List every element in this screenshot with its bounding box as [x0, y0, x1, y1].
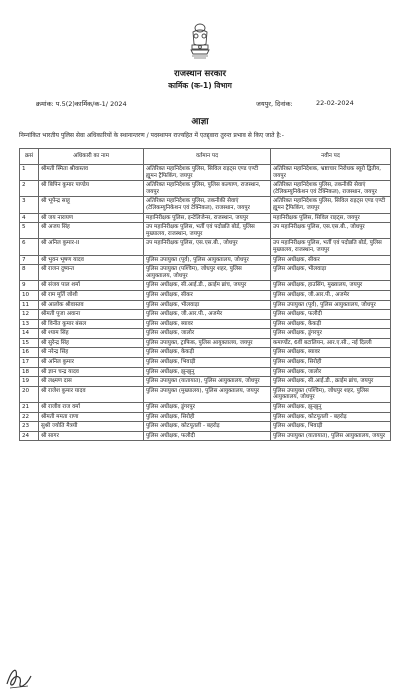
handwritten-signature-icon: [4, 662, 36, 692]
new-post: पुलिस अधीक्षक, भीलवाड़ा: [271, 265, 391, 281]
table-row: [20, 403, 391, 413]
new-post: पुलिस अधीक्षक, जी.आर.पी., अजमेर: [271, 290, 391, 300]
table-row: [20, 412, 391, 422]
table-row: [20, 165, 391, 181]
current-post: पुलिस अधीक्षक, कोटपूतली - बहरोड़: [144, 422, 271, 432]
row-serial: 11: [20, 300, 39, 310]
table-row: [20, 329, 391, 339]
row-serial: 15: [20, 338, 39, 348]
table-row: [20, 422, 391, 432]
header-new-post: नवीन पद: [271, 149, 391, 165]
table-row: [20, 319, 391, 329]
officer-name: श्री भूपेन्द्र साहू: [39, 197, 144, 213]
department-name: कार्मिक (क-1) विभाग: [168, 81, 232, 90]
order-date: 22-02-2024: [316, 99, 354, 107]
officer-name: श्री जय नारायण: [39, 213, 144, 223]
current-post: पुलिस अधीक्षक, सी.आई.डी., क्राईम ब्रांच, जयपुर: [144, 281, 271, 291]
row-serial: 12: [20, 310, 39, 320]
current-post: पुलिस अधीक्षक, सिरोही: [144, 412, 271, 422]
officer-name: श्रीमती पूजा अवाना: [39, 310, 144, 320]
table-row: [20, 213, 391, 223]
table-row: [20, 265, 391, 281]
officer-name: श्री अजय सिंह: [39, 223, 144, 239]
row-serial: 1: [20, 165, 39, 181]
row-serial: 4: [20, 213, 39, 223]
org-name: राजस्थान सरकार: [174, 69, 226, 79]
officer-name: श्री संजय पाल शर्मा: [39, 281, 144, 291]
row-serial: 7: [20, 255, 39, 265]
new-post: उप महानिरीक्षक पुलिस, भर्ती एवं पदोन्नति बोर्ड, पुलिस मुख्यालय, राजस्थान, जयपुर: [271, 239, 391, 255]
current-post: पुलिस अधीक्षक, जी.आर.पी., अजमेर: [144, 310, 271, 320]
officer-name: श्री विनीत कुमार बंसल: [39, 319, 144, 329]
officer-name: श्री भुवन भूषण यादव: [39, 255, 144, 265]
table-row: [20, 300, 391, 310]
table-row: [20, 223, 391, 239]
current-post: पुलिस उपायुक्त (मुख्यालय), पुलिस आयुक्तालय, जयपुर: [144, 386, 271, 402]
current-post: पुलिस उपायुक्त (यातायात), पुलिस आयुक्तालय, जोधपुर: [144, 377, 271, 387]
current-post: पुलिस उपायुक्त, ट्राफिक, पुलिस आयुक्तालय, जयपुर: [144, 338, 271, 348]
current-post: पुलिस अधीक्षक, केकड़ी: [144, 348, 271, 358]
new-post: अतिरिक्त महानिदेशक, भ्रष्टाचार निरोधक ब्यूरो द्वितीय, जयपुर: [271, 165, 391, 181]
row-serial: 17: [20, 358, 39, 368]
table-row: [20, 367, 391, 377]
table-row: [20, 431, 391, 441]
row-serial: 14: [20, 329, 39, 339]
row-serial: 18: [20, 367, 39, 377]
table-row: [20, 310, 391, 320]
new-post: पुलिस अधीक्षक, डूंगरपुर: [271, 329, 391, 339]
row-serial: 19: [20, 377, 39, 387]
row-serial: 9: [20, 281, 39, 291]
table-row: [20, 338, 391, 348]
current-post: पुलिस उपायुक्त (पश्चिम), जोधपुर शहर, पुलिस आयुक्तालय, जोधपुर: [144, 265, 271, 281]
current-post: पुलिस अधीक्षक, भिवाड़ी: [144, 358, 271, 368]
current-post: अतिरिक्त महानिदेशक पुलिस, सिविल राइट्स एण्ड एण्टी ह्यूमन ट्रैफिकिंग, जयपुर: [144, 165, 271, 181]
table-row: [20, 358, 391, 368]
new-post: पुलिस अधीक्षक, भिवाड़ी: [271, 422, 391, 432]
table-row: [20, 281, 391, 291]
header-officer-name: अधिकारी का नाम: [39, 149, 144, 165]
new-post: अतिरिक्त महानिदेशक पुलिस, तकनीकी सेवाएं (टेलिकम्युनिकेशन एवं टेक्निकल), राजस्थान, जयपुर: [271, 181, 391, 197]
officer-name: श्री श्याम सिंह: [39, 329, 144, 339]
officer-name: श्री आलोक श्रीवास्तव: [39, 300, 144, 310]
row-serial: 23: [20, 422, 39, 432]
current-post: पुलिस अधीक्षक, जालोर: [144, 329, 271, 339]
current-post: पुलिस उपायुक्त (पूर्व), पुलिस आयुक्तालय, जोधपुर: [144, 255, 271, 265]
officer-name: श्रीमती ममता राणा: [39, 412, 144, 422]
officer-name: सुश्री ज्योति मैत्रयी: [39, 422, 144, 432]
new-post: उप महानिरीक्षक पुलिस, एस.एस.बी., जोधपुर: [271, 223, 391, 239]
officer-name: श्री राम मूर्ति जोशी: [39, 290, 144, 300]
officer-name: श्री अनिल कुमार: [39, 358, 144, 368]
table-row: [20, 181, 391, 197]
new-post: अतिरिक्त महानिदेशक पुलिस, सिविल राइट्स एण्ड एण्टी ह्यूमन ट्रैफिकिंग, जयपुर: [271, 197, 391, 213]
officer-name: श्री सागर: [39, 431, 144, 441]
officer-name: श्री ज्ञान चन्द्र यादव: [39, 367, 144, 377]
new-post: पुलिस अधीक्षक, कोटपूतली - बहरोड़: [271, 412, 391, 422]
officer-name: श्रीमती स्मिता श्रीवास्तव: [39, 165, 144, 181]
officer-name: श्री लक्ष्मण दास: [39, 377, 144, 387]
table-row: [20, 255, 391, 265]
current-post: पुलिस अधीक्षक, फलौदी: [144, 431, 271, 441]
row-serial: 8: [20, 265, 39, 281]
table-header-row: [20, 149, 391, 165]
officer-name: श्री अनिल कुमार-II: [39, 239, 144, 255]
order-title: आज्ञा: [191, 117, 209, 127]
current-post: पुलिस अधीक्षक, झुन्झुनू: [144, 367, 271, 377]
table-row: [20, 197, 391, 213]
transfer-table-body: [20, 165, 391, 441]
new-post: पुलिस उपायुक्त (पूर्व), पुलिस आयुक्तालय, जोधपुर: [271, 300, 391, 310]
officer-name: श्री राजीव राज वर्मा: [39, 403, 144, 413]
officer-name: श्री राजेश कुमार यादव: [39, 386, 144, 402]
row-serial: 21: [20, 403, 39, 413]
table-row: [20, 239, 391, 255]
row-serial: 20: [20, 386, 39, 402]
row-serial: 24: [20, 431, 39, 441]
row-serial: 16: [20, 348, 39, 358]
new-post: पुलिस उपायुक्त (यातायात), पुलिस आयुक्तालय, जयपुर: [271, 431, 391, 441]
new-post: पुलिस अधीक्षक, झुन्झुनू: [271, 403, 391, 413]
current-post: महानिरीक्षक पुलिस, इन्टेलिजेन्स, राजस्थान, जयपुर: [144, 213, 271, 223]
officer-name: श्री नरेन्द्र सिंह: [39, 348, 144, 358]
row-serial: 3: [20, 197, 39, 213]
header-serial: क्रसं: [20, 149, 39, 165]
officer-name: श्री सुरेन्द्र सिंह: [39, 338, 144, 348]
row-serial: 5: [20, 223, 39, 239]
current-post: अतिरिक्त महानिदेशक पुलिस, तकनीकी सेवाएं (टेलिकम्युनिकेशन एवं टेक्निकल), राजस्थान, जयपुर: [144, 197, 271, 213]
table-row: [20, 290, 391, 300]
row-serial: 2: [20, 181, 39, 197]
place-date-label: जयपुर, दिनांक:: [256, 100, 293, 108]
current-post: पुलिस अधीक्षक, ब्यावर: [144, 319, 271, 329]
table-row: [20, 348, 391, 358]
new-post: पुलिस उपायुक्त (पश्चिम), जोधपुर शहर, पुलिस आयुक्तालय, जोधपुर: [271, 386, 391, 402]
current-post: अतिरिक्त महानिदेशक पुलिस, पुलिस कल्याण, राजस्थान, जयपुर: [144, 181, 271, 197]
new-post: पुलिस अधीक्षक, सीकर: [271, 255, 391, 265]
new-post: पुलिस अधीक्षक, फलौदी: [271, 310, 391, 320]
row-serial: 22: [20, 412, 39, 422]
row-serial: 6: [20, 239, 39, 255]
reference-number: क्रमांक: प.5(2)कार्मिक/क-1/ 2024: [36, 100, 127, 108]
current-post: उप महानिरीक्षक पुलिस, एस.एस.बी., जोधपुर: [144, 239, 271, 255]
officer-name: श्री बिपिन कुमार पाण्डेय: [39, 181, 144, 197]
table-row: [20, 386, 391, 402]
transfer-table: [19, 148, 391, 441]
state-emblem-icon: [186, 22, 214, 62]
new-post: कमाण्डेंट, 6वीं बटालियन, आर.ए.सी., नई दिल्ली: [271, 338, 391, 348]
row-serial: 10: [20, 290, 39, 300]
new-post: पुलिस अधीक्षक, सी.आई.डी., क्राईम ब्रांच, जयपुर: [271, 377, 391, 387]
order-intro: निम्नांकित भारतीय पुलिस सेवा अधिकारियों के स्थानान्तरण / पदस्थापन राज्यहित में एतद्द्वारा तुरन्त प्रभाव से किए जाते है:-: [19, 132, 284, 139]
new-post: पुलिस अधीक्षक, हाउसिंग, मुख्यालय, जयपुर: [271, 281, 391, 291]
current-post: पुलिस अधीक्षक, डूंगरपुर: [144, 403, 271, 413]
new-post: महानिरीक्षक पुलिस, सिविल राइट्स, जयपुर: [271, 213, 391, 223]
row-serial: 13: [20, 319, 39, 329]
new-post: पुलिस अधीक्षक, केकड़ी: [271, 319, 391, 329]
officer-name: श्री राजन दुष्यन्त: [39, 265, 144, 281]
table-row: [20, 377, 391, 387]
new-post: पुलिस अधीक्षक, सिरोही: [271, 358, 391, 368]
current-post: उप महानिरीक्षक पुलिस, भर्ती एवं पदोन्नति बोर्ड, पुलिस मुख्यालय, राजस्थान, जयपुर: [144, 223, 271, 239]
current-post: पुलिस अधीक्षक, भीलवाड़ा: [144, 300, 271, 310]
current-post: पुलिस अधीक्षक, सीकर: [144, 290, 271, 300]
new-post: पुलिस अधीक्षक, ब्यावर: [271, 348, 391, 358]
header-current-post: वर्तमान पद: [144, 149, 271, 165]
new-post: पुलिस अधीक्षक, जालोर: [271, 367, 391, 377]
